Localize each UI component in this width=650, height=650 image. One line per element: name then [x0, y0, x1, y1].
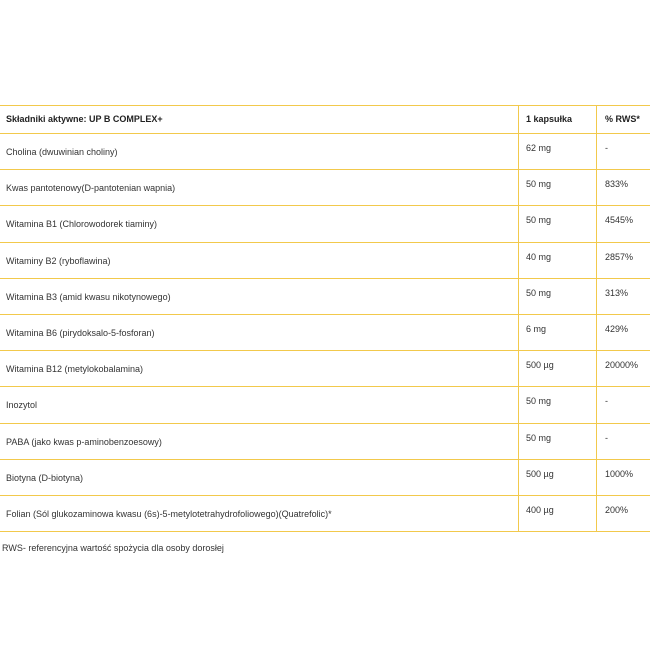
table-row — [0, 460, 650, 496]
table-row — [0, 279, 650, 315]
ingredient-amount: 400 µg — [526, 504, 554, 515]
table-row — [0, 170, 650, 206]
column-divider — [518, 387, 519, 422]
ingredient-amount: 50 mg — [526, 287, 552, 298]
ingredient-amount: 500 µg — [526, 360, 554, 371]
column-divider — [596, 279, 597, 314]
ingredient-name: Witamina B3 (amid kwasu nikotynowego) — [6, 291, 171, 302]
footnote: RWS- referencyjna wartość spożycia dla osoby dorosłej — [2, 543, 224, 553]
ingredient-name: Witaminy B2 (ryboflawina) — [6, 255, 111, 266]
header-amount: 1 kapsułka — [526, 114, 573, 124]
table-row — [0, 424, 650, 460]
ingredient-name: Kwas pantotenowy(D-pantotenian wapnia) — [6, 183, 176, 194]
ingredient-rws: 833% — [605, 179, 629, 190]
column-divider — [518, 206, 519, 241]
column-divider — [518, 315, 519, 350]
column-divider — [518, 279, 519, 314]
column-divider — [518, 106, 519, 133]
column-divider — [518, 424, 519, 459]
column-divider — [518, 496, 519, 531]
ingredient-amount: 40 mg — [526, 251, 552, 262]
ingredient-amount: 62 mg — [526, 143, 552, 153]
table-row — [0, 496, 650, 532]
column-divider — [596, 460, 597, 495]
ingredient-amount: 50 mg — [526, 432, 552, 443]
ingredient-rws: 20000% — [605, 360, 639, 371]
ingredient-amount: 50 mg — [526, 179, 552, 190]
column-divider — [596, 106, 597, 133]
ingredient-name: PABA (jako kwas p-aminobenzoesowy) — [6, 436, 162, 447]
table-row — [0, 206, 650, 242]
ingredient-rws: 313% — [605, 287, 629, 298]
ingredient-name: Inozytol — [6, 400, 38, 411]
ingredient-rws: 4545% — [605, 215, 634, 226]
column-divider — [596, 243, 597, 278]
table-row — [0, 351, 650, 387]
ingredient-name: Biotyna (D-biotyna) — [6, 472, 84, 483]
ingredient-name: Folian (Sól glukozaminowa kwasu (6s)-5-metylotetrahydrofoliowego)(Quatrefolic)* — [6, 508, 332, 519]
column-divider — [518, 243, 519, 278]
table-row — [0, 134, 650, 170]
column-divider — [596, 387, 597, 422]
ingredient-rws: - — [605, 396, 608, 407]
ingredient-amount: 6 mg — [526, 323, 547, 334]
column-divider — [596, 351, 597, 386]
ingredient-rws: 2857% — [605, 251, 634, 262]
ingredient-amount: 500 µg — [526, 468, 554, 479]
header-rws: % RWS* — [605, 114, 640, 124]
column-divider — [596, 206, 597, 241]
ingredient-amount: 50 mg — [526, 396, 552, 407]
ingredient-name: Cholina (dwuwinian choliny) — [6, 147, 118, 157]
column-divider — [518, 460, 519, 495]
ingredient-rws: - — [605, 432, 608, 443]
column-divider — [596, 315, 597, 350]
column-divider — [518, 351, 519, 386]
ingredient-rws: 429% — [605, 323, 629, 334]
ingredient-name: Witamina B12 (metylokobalamina) — [6, 364, 144, 375]
ingredient-name: Witamina B6 (pirydoksalo-5-fosforan) — [6, 327, 155, 338]
ingredient-name: Witamina B1 (Chlorowodorek tiaminy) — [6, 219, 158, 230]
ingredient-amount: 50 mg — [526, 215, 552, 226]
column-divider — [518, 134, 519, 169]
column-divider — [596, 170, 597, 205]
column-divider — [596, 424, 597, 459]
table-row — [0, 315, 650, 351]
ingredient-rws: 200% — [605, 504, 629, 515]
ingredient-rws: - — [605, 143, 608, 153]
header-ingredients: Składniki aktywne: UP B COMPLEX+ — [6, 114, 163, 124]
column-divider — [518, 170, 519, 205]
column-divider — [596, 496, 597, 531]
table-row — [0, 243, 650, 279]
table-body — [0, 134, 650, 532]
table-header-row — [0, 106, 650, 134]
column-divider — [596, 134, 597, 169]
ingredients-table — [0, 105, 650, 532]
table-row — [0, 387, 650, 423]
ingredient-rws: 1000% — [605, 468, 634, 479]
